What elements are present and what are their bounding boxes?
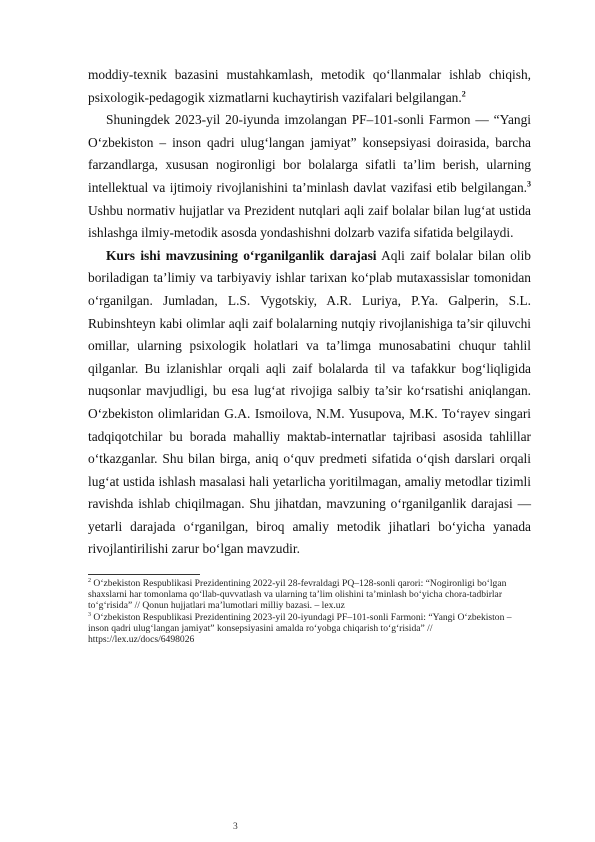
body-paragraph-2 xyxy=(88,109,531,245)
body-paragraph-1 xyxy=(88,64,531,109)
footnote-mark: 2 xyxy=(88,577,91,584)
body-paragraph-3 xyxy=(88,245,531,561)
section-heading-inline: Kurs ishi mavzusining o‘rganilganlik darajasi xyxy=(106,247,377,263)
footnote-separator xyxy=(88,574,200,575)
footnote-reference-3[interactable]: 3 xyxy=(527,179,531,189)
footnote-text: O‘zbekiston Respublikasi Prezidentining 2022-yil 28-fevraldagi PQ–128-sonli qarori: “Nogironligi bo‘lgan shaxslarni har tomonlama qo‘llab-quvvatlash va ularning ta’lim olishini ta’minlash bo‘yicha chora-tadbirlar to‘g‘risida” // Qonun hujjatlari ma’lumotlari milliy bazasi. – lex.uz xyxy=(88,578,507,612)
paragraph-text-continued: Ushbu normativ hujjatlar va Prezident nutqlari aqli zaif bolalar bilan lug‘at ustida ishlashga ilmiy-metodik asosda yondashishni dolzarb vazifa sifatida belgilaydi. xyxy=(88,202,531,241)
footnote-text: O‘zbekiston Respublikasi Prezidentining 2023-yil 20-iyundagi PF–101-sonli Farmoni: “Yangi O‘zbekiston – inson qadri ulug‘langan jamiyat” konsepsiyasini amalda ro‘yobga chiqarish to‘g‘risida” // https://lex.uz/docs/6498026 xyxy=(88,611,512,646)
footnote-3 xyxy=(88,612,531,646)
footnote-mark: 3 xyxy=(88,611,91,618)
document-page xyxy=(88,64,531,645)
paragraph-text: moddiy-texnik bazasini mustahkamlash, metodik qo‘llanmalar ishlab chiqish, psixologik-pedagogik xizmatlarni kuchaytirish vazifalari belgilangan. xyxy=(88,67,531,105)
page-number: 3 xyxy=(233,822,238,832)
footnote-2 xyxy=(88,578,531,612)
paragraph-text: Aqli zaif bolalar bilan olib boriladigan ta’limiy va tarbiyaviy ishlar tarixan ko‘plab mutaxassislar tomonidan o‘rganilgan. Jumladan, L.S. Vygotskiy, A.R. Luriya, P.Ya. Galperin, S.L. Rubinshteyn kabi olimlar aqli zaif bolalarning nutqiy rivojlanishiga ta’sir qiluvchi omillar, ularning psixologik holatlari va ta’limga munosabatini chuqur tahlil qilganlar. Bu izlanishlar orqali aqli zaif bolalarda til va tafakkur bog‘liqligida nuqsonlar mavjudligi, bu esa lug‘at rivojiga salbiy ta’sir ko‘rsatishi aniqlangan. O‘zbekiston olimlaridan G.A. Ismoilova, N.M. Yusupova, M.K. To‘rayev singari tadqiqotchilar bu borada mahalliy maktab-internatlar tajribasi asosida tahlillar o‘tkazganlar. Shu bilan birga, aniq o‘quv predmeti sifatida o‘qish darslari orqali lug‘at ustida ishlash masalasi hali yetarlicha yoritilmagan, amaliy metodlar tizimli ravishda ishlab chiqilmagan. Shu jihatdan, mavzuning o‘rganilganlik darajasi — yetarli darajada o‘rganilgan, biroq amaliy metodik jihatlari bo‘yicha yanada rivojlantirilishi zarur bo‘lgan mavzudir. xyxy=(88,247,531,557)
footnote-reference-2[interactable]: 2 xyxy=(461,89,466,99)
paragraph-text: Shuningdek 2023-yil 20-iyunda imzolangan PF–101-sonli Farmon — “Yangi O‘zbekiston – inson qadri ulug‘langan jamiyat” konsepsiyasi doirasida, barcha farzandlarga, xususan nogironligi bor bolalarga sifatli ta’lim berish, ularning intellektual va ijtimoiy rivojlanishini ta’minlash davlat vazifasi etib belgilangan. xyxy=(88,112,531,195)
